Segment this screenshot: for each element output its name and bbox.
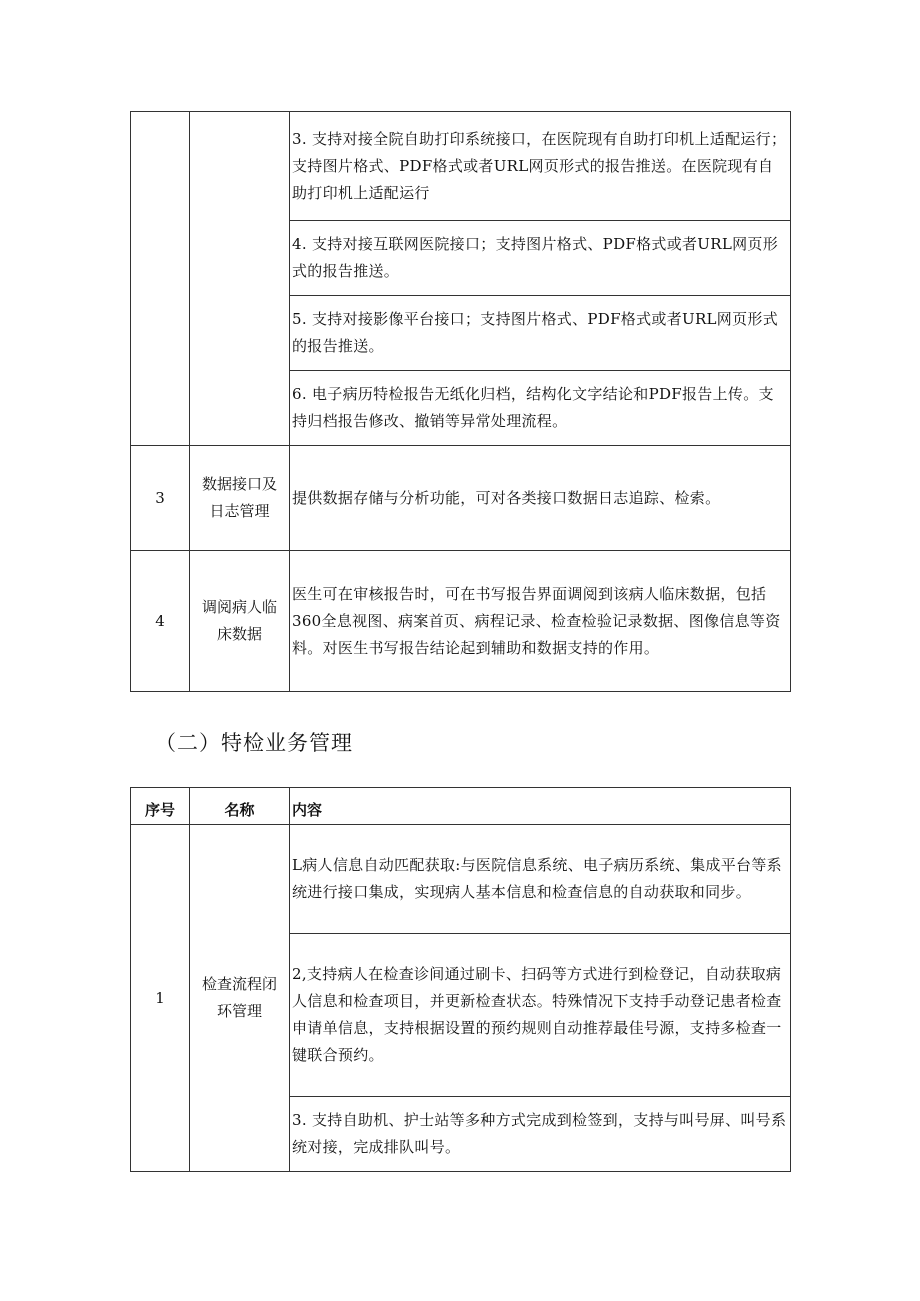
row-number-cell bbox=[131, 112, 190, 446]
content-cell bbox=[290, 371, 791, 446]
header-name: 名称 bbox=[190, 788, 290, 825]
content-text: 6. 电子病历特检报告无纸化归档，结构化文字结论和PDF报告上传。支持归档报告修改、撤销等异常处理流程。 bbox=[292, 385, 774, 430]
table-row bbox=[131, 112, 791, 221]
content-text: 2,支持病人在检查诊间通过刷卡、扫码等方式进行到检登记，自动获取病人信息和检查项目，并更新检查状态。特殊情况下支持手动登记患者检查申请单信息，支持根据设置的预约规则自动推荐最佳号源，支持多检查一键联合预约。 bbox=[292, 965, 782, 1064]
table-row bbox=[131, 551, 791, 692]
header-content: 内容 bbox=[290, 788, 791, 825]
content-cell bbox=[290, 112, 791, 221]
content-text: 4. 支持对接互联网医院接口；支持图片格式、PDF格式或者URL网页形式的报告推送。 bbox=[292, 235, 779, 280]
content-cell bbox=[290, 934, 791, 1097]
row-number-cell: 3 bbox=[131, 446, 190, 551]
requirements-table-continued bbox=[130, 111, 791, 692]
row-name-cell: 调阅病人临床数据 bbox=[190, 551, 290, 692]
content-cell bbox=[290, 296, 791, 371]
content-text: 3. 支持自助机、护士站等多种方式完成到检签到，支持与叫号屏、叫号系统对接，完成排队叫号。 bbox=[292, 1111, 787, 1156]
content-cell: 医生可在审核报告时，可在书写报告界面调阅到该病人临床数据，包括360全息视图、病案首页、病程记录、检查检验记录数据、图像信息等资料。对医生书写报告结论起到辅助和数据支持的作用。 bbox=[290, 551, 791, 692]
content-cell bbox=[290, 1097, 791, 1172]
row-name-cell: 数据接口及日志管理 bbox=[190, 446, 290, 551]
special-exam-business-table bbox=[130, 787, 791, 1172]
content-text: L病人信息自动匹配获取:与医院信息系统、电子病历系统、集成平台等系统进行接口集成，实现病人基本信息和检查信息的自动获取和同步。 bbox=[292, 856, 782, 901]
table-row bbox=[131, 446, 791, 551]
content-text: 3. 支持对接全院自助打印系统接口，在医院现有自助打印机上适配运行；支持图片格式、PDF格式或者URL网页形式的报告推送。在医院现有自助打印机上适配运行 bbox=[292, 129, 787, 202]
row-number-cell: 4 bbox=[131, 551, 190, 692]
row-number-cell: 1 bbox=[131, 825, 190, 1172]
content-cell bbox=[290, 221, 791, 296]
row-name-cell: 检查流程闭环管理 bbox=[190, 825, 290, 1172]
content-cell bbox=[290, 825, 791, 934]
table-row bbox=[131, 825, 791, 934]
content-cell: 提供数据存储与分析功能，可对各类接口数据日志追踪、检索。 bbox=[290, 446, 791, 551]
header-number: 序号 bbox=[131, 788, 190, 825]
row-name-cell bbox=[190, 112, 290, 446]
content-text: 5. 支持对接影像平台接口；支持图片格式、PDF格式或者URL网页形式的报告推送。 bbox=[292, 310, 779, 355]
section-title: （二）特检业务管理 bbox=[155, 731, 353, 755]
table-header-row bbox=[131, 788, 791, 825]
